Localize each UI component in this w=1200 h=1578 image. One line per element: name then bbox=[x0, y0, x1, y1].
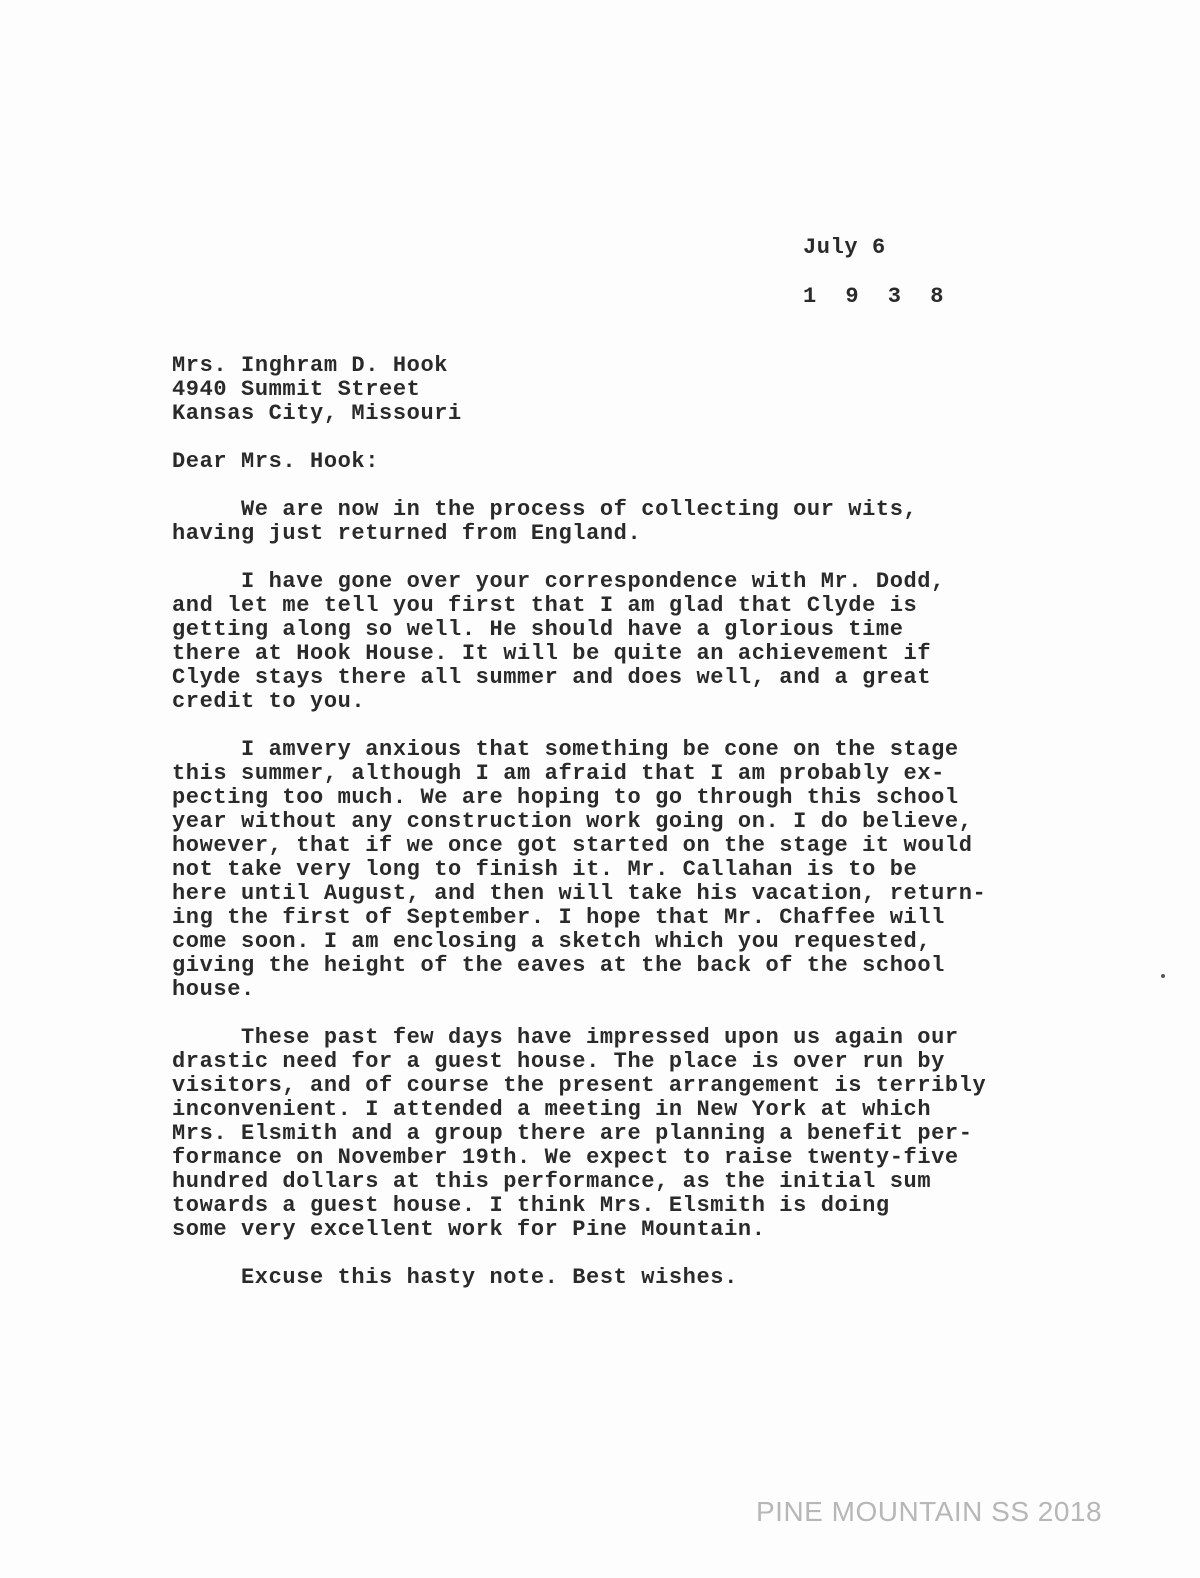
paragraph-2-line: I have gone over your correspondence with Mr. Dodd, bbox=[241, 569, 945, 594]
paragraph-3-line: this summer, although I am afraid that I am probably ex- bbox=[172, 761, 945, 786]
paragraph-3-line: house. bbox=[172, 977, 255, 1002]
paragraph-3-line: year without any construction work going on. I do believe, bbox=[172, 809, 973, 834]
paragraph-3-line: ing the first of September. I hope that Mr. Chaffee will bbox=[172, 905, 945, 930]
paragraph-3-line: here until August, and then will take his vacation, return- bbox=[172, 881, 987, 906]
paragraph-4-line: formance on November 19th. We expect to raise twenty-five bbox=[172, 1145, 959, 1170]
paragraph-4-line: some very excellent work for Pine Mountain. bbox=[172, 1217, 766, 1242]
scan-speck bbox=[1161, 974, 1165, 978]
paragraph-2-line: getting along so well. He should have a glorious time bbox=[172, 617, 904, 642]
paragraph-3-line: I amvery anxious that something be cone on the stage bbox=[241, 737, 959, 762]
date-year: 1 9 3 8 bbox=[803, 284, 952, 309]
address-line-name: Mrs. Inghram D. Hook bbox=[172, 353, 449, 378]
paragraph-4-line: visitors, and of course the present arrangement is terribly bbox=[172, 1073, 987, 1098]
watermark: PINE MOUNTAIN SS 2018 bbox=[756, 1496, 1103, 1527]
paragraph-3-line: however, that if we once got started on the stage it would bbox=[172, 833, 973, 858]
paragraph-2-line: and let me tell you first that I am glad that Clyde is bbox=[172, 593, 918, 618]
paragraph-4-line: These past few days have impressed upon us again our bbox=[241, 1025, 959, 1050]
paragraph-4-line: drastic need for a guest house. The place is over run by bbox=[172, 1049, 945, 1074]
paragraph-4-line: hundred dollars at this performance, as the initial sum bbox=[172, 1169, 932, 1194]
paragraph-2-line: there at Hook House. It will be quite an achievement if bbox=[172, 641, 932, 666]
address-line-street: 4940 Summit Street bbox=[172, 377, 421, 402]
paragraph-1-line: We are now in the process of collecting our wits, bbox=[241, 497, 918, 522]
paragraph-3-line: come soon. I am enclosing a sketch which you requested, bbox=[172, 929, 932, 954]
paragraph-4-line: towards a guest house. I think Mrs. Elsmith is doing bbox=[172, 1193, 890, 1218]
paragraph-2-line: credit to you. bbox=[172, 689, 366, 714]
paragraph-4-line: inconvenient. I attended a meeting in New York at which bbox=[172, 1097, 932, 1122]
paragraph-3-line: giving the height of the eaves at the back of the school bbox=[172, 953, 945, 978]
paragraph-1-line: having just returned from England. bbox=[172, 521, 642, 546]
paragraph-3-line: not take very long to finish it. Mr. Callahan is to be bbox=[172, 857, 918, 882]
paragraph-2-line: Clyde stays there all summer and does well, and a great bbox=[172, 665, 932, 690]
date-month: July 6 bbox=[803, 235, 886, 260]
paragraph-4-line: Mrs. Elsmith and a group there are planning a benefit per- bbox=[172, 1121, 973, 1146]
paragraph-3-line: pecting too much. We are hoping to go through this school bbox=[172, 785, 959, 810]
salutation: Dear Mrs. Hook: bbox=[172, 449, 380, 474]
address-line-city: Kansas City, Missouri bbox=[172, 401, 462, 426]
closing-line: Excuse this hasty note. Best wishes. bbox=[241, 1265, 738, 1290]
